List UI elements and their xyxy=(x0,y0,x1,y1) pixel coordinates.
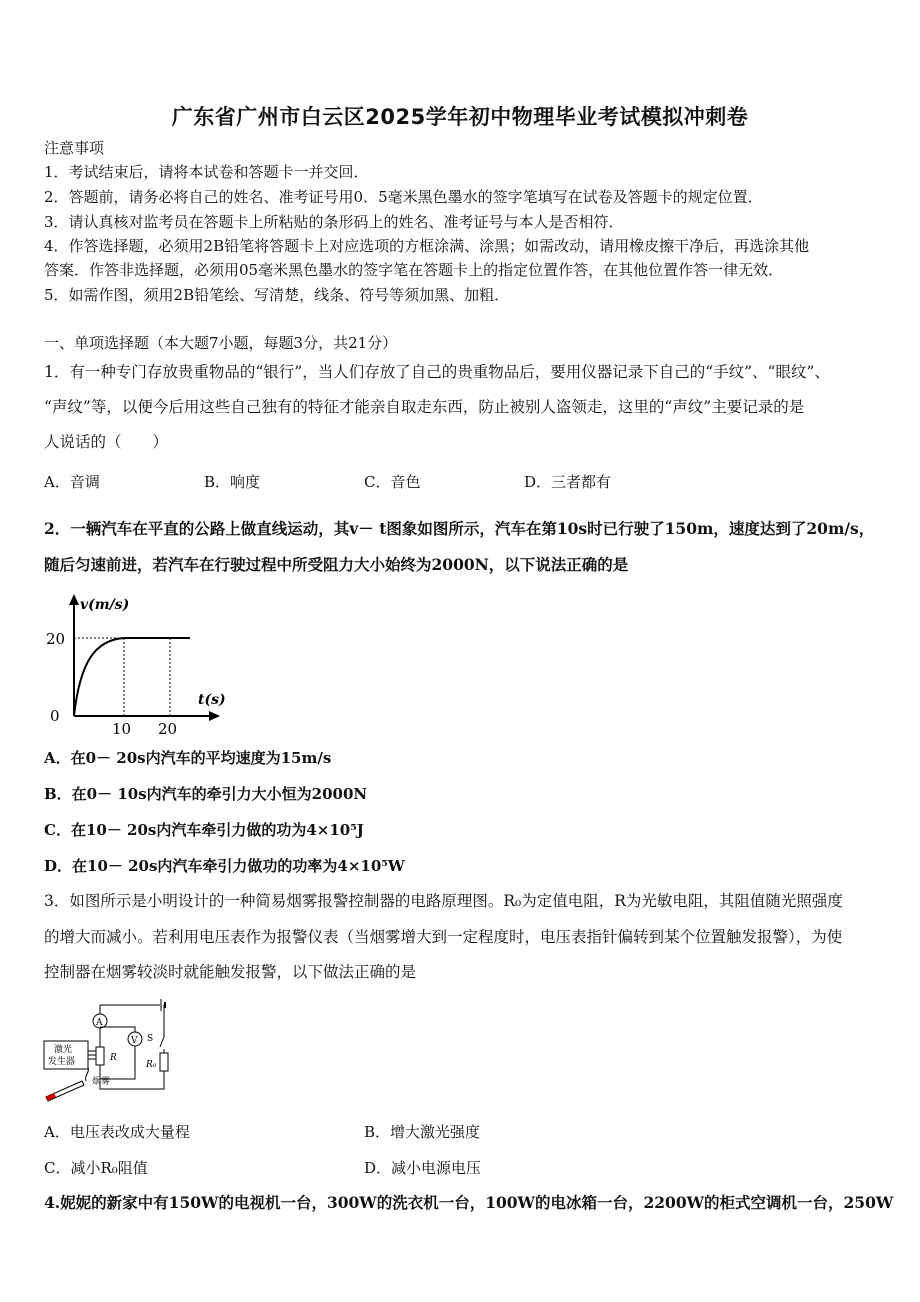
smoke-label: 烟雾 xyxy=(92,1077,111,1087)
q2-option-b: B．在0－ 10s内汽车的牵引力大小恒为2000N xyxy=(44,785,368,803)
q3-stem-line: 控制器在烟雾较淡时就能触发报警，以下做法正确的是 xyxy=(44,963,417,981)
section-heading: 一、单项选择题（本大题7小题，每题3分，共21分） xyxy=(44,334,398,352)
voltmeter-label: V xyxy=(131,1036,138,1046)
q2-stem-line: 2．一辆汽车在平直的公路上做直线运动，其v－ t图象如图所示，汽车在第10s时已行驶了150m，速度达到了20m/s， xyxy=(44,519,875,538)
laser-label: 激光 xyxy=(54,1045,73,1055)
x-axis-arrow-icon xyxy=(209,711,220,721)
wire xyxy=(158,1071,164,1089)
q4-stem-line: 4.妮妮的新家中有150W的电视机一台，300W的洗衣机一台，100W的电冰箱一台，2200W的柜式空调机一台，250W xyxy=(44,1193,894,1212)
q1-stem-line: 1．有一种专门存放贵重物品的“银行”，当人们存放了自己的贵重物品后，要用仪器记录下自己的“手纹”、“眼纹”、 xyxy=(44,363,830,381)
switch-icon xyxy=(160,1037,164,1047)
page-title: 广东省广州市白云区2025学年初中物理毕业考试模拟冲刺卷 xyxy=(171,105,749,129)
notice-item: 5．如需作图，须用2B铅笔绘、写清楚，线条、符号等须加黑、加粗． xyxy=(44,286,510,304)
q1-stem-line: “声纹”等，以便今后用这些自己独有的特征才能亲自取走东西，防止被别人盗领走，这里的“声纹”主要记录的是 xyxy=(44,398,805,416)
ammeter-label: A xyxy=(96,1018,103,1028)
q2-option-d: D．在10－ 20s内汽车牵引力做功的功率为4×10⁵W xyxy=(44,857,405,875)
x-axis-label: t(s) xyxy=(198,692,226,708)
notice-item: 1．考试结束后，请将本试卷和答题卡一并交回． xyxy=(44,163,369,181)
q1-stem-line: 人说话的（ ） xyxy=(44,433,169,451)
q3-option-d: D．减小电源电压 xyxy=(364,1159,482,1177)
velocity-curve xyxy=(74,638,190,716)
q1-option-d: D．三者都有 xyxy=(524,473,612,491)
wire xyxy=(164,1005,166,1037)
q2-option-c: C．在10－ 20s内汽车牵引力做的功为4×10⁵J xyxy=(44,821,364,839)
q1-option-c: C．音色 xyxy=(364,473,421,491)
notice-heading: 注意事项 xyxy=(44,139,105,157)
vt-graph xyxy=(40,592,230,740)
switch-label: S xyxy=(147,1034,154,1044)
origin-label: 0 xyxy=(50,707,60,725)
q3-stem-line: 的增大而减小。若利用电压表作为报警仪表（当烟雾增大到一定程度时，电压表指针偏转到某个位置触发报警），为使 xyxy=(44,928,843,946)
q3-stem-line: 3．如图所示是小明设计的一种简易烟雾报警控制器的电路原理图。R₀为定值电阻，R为光敏电阻，其阻值随光照强度 xyxy=(44,892,843,910)
resistor-r xyxy=(96,1047,104,1065)
q2-option-a: A．在0－ 20s内汽车的平均速度为15m/s xyxy=(44,749,332,767)
wire xyxy=(100,1027,135,1033)
q3-option-c: C．减小R₀阻值 xyxy=(44,1159,148,1177)
notice-item: 2．答题前，请务必将自己的姓名、准考证号用0．5毫米黑色墨水的签字笔填写在试卷及答题卡的规定位置． xyxy=(44,188,763,206)
q1-option-a: A．音调 xyxy=(44,473,100,491)
x-tick-label: 20 xyxy=(158,720,178,738)
notice-item: 4．作答选择题，必须用2B铅笔将答题卡上对应选项的方框涂满、涂黑；如需改动，请用橡皮擦干净后，再选涂其他 xyxy=(44,237,810,255)
circuit-diagram xyxy=(40,997,190,1107)
q3-option-b: B．增大激光强度 xyxy=(364,1123,481,1141)
q2-stem-line: 随后匀速前进，若汽车在行驶过程中所受阻力大小始终为2000N，以下说法正确的是 xyxy=(44,555,629,574)
resistor-r0 xyxy=(160,1053,168,1071)
r-label: R xyxy=(110,1053,117,1063)
r0-label: R₀ xyxy=(146,1060,157,1070)
notice-item: 答案．作答非选择题，必须用05毫米黑色墨水的签字笔在答题卡上的指定位置作答，在其他位置作答一律无效． xyxy=(44,261,784,279)
y-axis-label: v(m/s) xyxy=(80,597,130,613)
laser-label: 发生器 xyxy=(48,1057,76,1067)
notice-item: 3．请认真核对监考员在答题卡上所粘贴的条形码上的姓名、准考证号与本人是否相符． xyxy=(44,213,624,231)
y-tick-label: 20 xyxy=(46,630,66,648)
wire xyxy=(100,1046,135,1079)
y-axis-arrow-icon xyxy=(69,594,79,605)
q1-option-b: B．响度 xyxy=(204,473,261,491)
x-tick-label: 10 xyxy=(112,720,132,738)
q3-option-a: A．电压表改成大量程 xyxy=(44,1123,190,1141)
